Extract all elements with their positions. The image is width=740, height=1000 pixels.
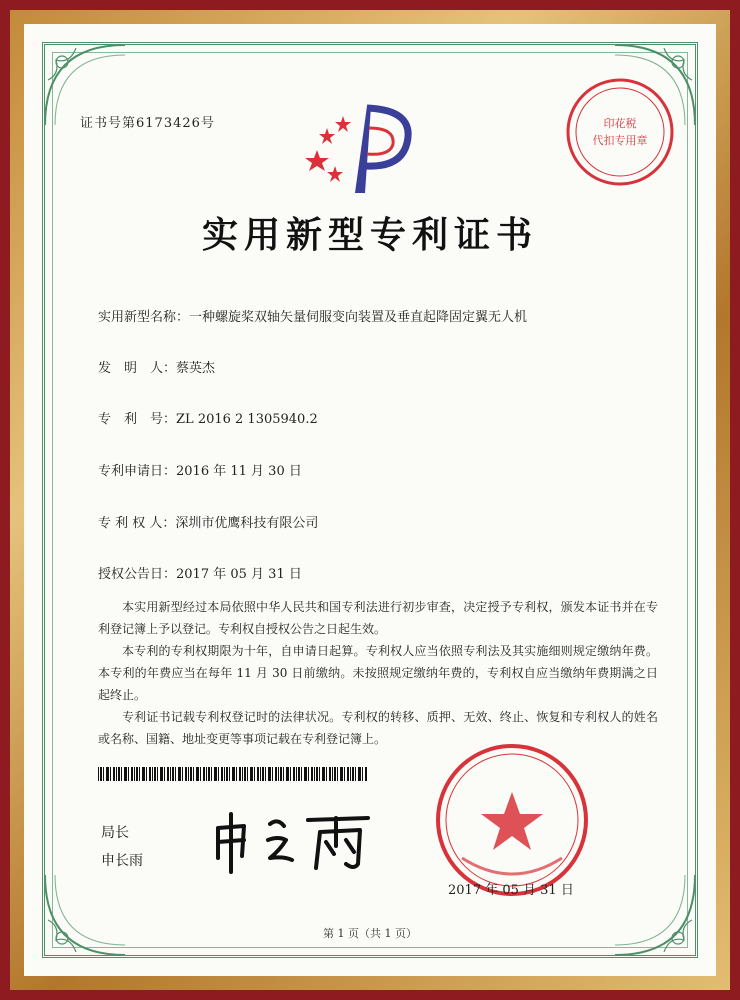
- field-value: 深圳市优鹰科技有限公司: [175, 516, 319, 531]
- barcode: [98, 767, 368, 781]
- barcode-bar: [229, 767, 230, 781]
- barcode-bar: [103, 767, 104, 781]
- body-paragraph-2: 本专利的专利权期限为十年，自申请日起算。专利权人应当依照专利法及其实施细则规定缴纳年费。本专利的年费应当在每年 11 月 30 日前缴纳。未按照规定缴纳年费的，专利权自应当缴纳年费期满之日起终止。: [98, 644, 658, 702]
- barcode-bar: [139, 767, 140, 781]
- seal-date: 2017 年 05 月 31 日: [448, 883, 574, 898]
- field-application-date: [98, 460, 302, 479]
- barcode-bar: [254, 767, 255, 781]
- field-label: 专 利 权 人：: [98, 516, 176, 531]
- barcode-bar: [106, 767, 109, 781]
- barcode-bar: [355, 767, 356, 781]
- barcode-bar: [154, 767, 156, 781]
- barcode-bar: [326, 767, 327, 781]
- barcode-bar: [268, 767, 271, 781]
- barcode-bar: [128, 767, 129, 781]
- field-patentee: [98, 512, 318, 531]
- director-title: 局长: [101, 825, 129, 841]
- field-label: 授权公告日：: [98, 567, 177, 582]
- barcode-bar: [208, 767, 210, 781]
- field-grant-date: [98, 563, 302, 582]
- barcode-bar: [272, 767, 273, 781]
- barcode-bar: [203, 767, 205, 781]
- certificate-title: 实用新型专利证书: [201, 214, 538, 256]
- barcode-bar: [160, 767, 163, 781]
- barcode-bar: [250, 767, 253, 781]
- barcode-bar: [347, 767, 349, 781]
- corner-ornament-bottom-right: [610, 870, 700, 960]
- barcode-bar: [319, 767, 320, 781]
- barcode-bar: [304, 767, 307, 781]
- barcode-bar: [193, 767, 194, 781]
- barcode-bar: [314, 767, 315, 781]
- barcode-bar: [286, 767, 289, 781]
- body-paragraph-1: 本实用新型经过本局依照中华人民共和国专利法进行初步审查，决定授予专利权，颁发本证书并在专利登记簿上予以登记。专利权自授权公告之日起生效。: [98, 600, 658, 636]
- barcode-bar: [124, 767, 127, 781]
- barcode-bar: [146, 767, 147, 781]
- barcode-bar: [257, 767, 259, 781]
- barcode-bar: [337, 767, 338, 781]
- field-label: 专利申请日：: [98, 464, 177, 479]
- barcode-bar: [149, 767, 151, 781]
- patent-office-logo: [305, 98, 425, 198]
- body-paragraph-3: 专利证书记载专利权登记时的法律状况。专利权的转移、质押、无效、终止、恢复和专利权人的姓名或名称、国籍、地址变更等事项记载在专利登记簿上。: [98, 710, 658, 746]
- barcode-bar: [311, 767, 313, 781]
- barcode-bar: [167, 767, 169, 781]
- barcode-bar: [283, 767, 284, 781]
- seal-text-line-2: 代扣专用章: [592, 134, 648, 147]
- seal-text-line-1: 印花税: [603, 117, 637, 130]
- barcode-bar: [221, 767, 223, 781]
- barcode-bar: [164, 767, 165, 781]
- barcode-bar: [329, 767, 331, 781]
- barcode-bar: [200, 767, 201, 781]
- national-ip-office-seal: [432, 740, 592, 900]
- barcode-bar: [265, 767, 266, 781]
- barcode-bar: [262, 767, 264, 781]
- barcode-bar: [332, 767, 333, 781]
- barcode-bar: [98, 767, 99, 781]
- barcode-bar: [350, 767, 351, 781]
- barcode-bar: [175, 767, 176, 781]
- field-patent-number: [98, 408, 318, 427]
- barcode-bar: [278, 767, 279, 781]
- barcode-bar: [226, 767, 228, 781]
- barcode-bar: [236, 767, 237, 781]
- director-name: 申长雨: [101, 853, 143, 869]
- barcode-bar: [152, 767, 153, 781]
- corner-ornament-bottom-left: [40, 870, 130, 960]
- barcode-bar: [196, 767, 199, 781]
- page-number: 第 1 页（共 1 页）: [323, 927, 417, 940]
- barcode-bar: [185, 767, 187, 781]
- barcode-bar: [170, 767, 171, 781]
- barcode-bar: [232, 767, 235, 781]
- field-value: 2016 年 11 月 30 日: [176, 464, 302, 479]
- barcode-bar: [142, 767, 145, 781]
- barcode-bar: [352, 767, 354, 781]
- field-inventor: [98, 357, 215, 376]
- barcode-bar: [298, 767, 300, 781]
- barcode-bar: [121, 767, 122, 781]
- barcode-bar: [190, 767, 192, 781]
- barcode-bar: [296, 767, 297, 781]
- field-value: 蔡英杰: [176, 361, 216, 376]
- barcode-bar: [293, 767, 295, 781]
- barcode-bar: [301, 767, 302, 781]
- barcode-bar: [224, 767, 225, 781]
- barcode-bar: [362, 767, 363, 781]
- field-value: 一种螺旋桨双轴矢量伺服变向装置及垂直起降固定翼无人机: [189, 310, 528, 325]
- barcode-bar: [116, 767, 117, 781]
- barcode-bar: [136, 767, 138, 781]
- field-label: 专 利 号：: [98, 412, 177, 427]
- barcode-bar: [365, 767, 367, 781]
- field-label: 发 明 人：: [98, 361, 177, 376]
- field-value: 2017 年 05 月 31 日: [176, 567, 302, 582]
- barcode-bar: [340, 767, 343, 781]
- barcode-bar: [322, 767, 325, 781]
- barcode-bar: [334, 767, 336, 781]
- barcode-bar: [244, 767, 246, 781]
- barcode-bar: [131, 767, 133, 781]
- barcode-bar: [178, 767, 181, 781]
- field-utility-model-name: [98, 306, 527, 325]
- barcode-bar: [110, 767, 111, 781]
- barcode-bar: [316, 767, 318, 781]
- barcode-bar: [211, 767, 212, 781]
- barcode-bar: [239, 767, 241, 781]
- stamp-duty-seal: [560, 72, 680, 192]
- barcode-bar: [188, 767, 189, 781]
- barcode-bar: [157, 767, 158, 781]
- barcode-bar: [344, 767, 345, 781]
- barcode-bar: [182, 767, 183, 781]
- field-value: ZL 2016 2 1305940.2: [176, 412, 318, 427]
- barcode-bar: [100, 767, 102, 781]
- barcode-bar: [358, 767, 361, 781]
- certificate-number: 证书号第6173426号: [80, 116, 215, 131]
- barcode-bar: [260, 767, 261, 781]
- barcode-bar: [247, 767, 248, 781]
- barcode-bar: [214, 767, 217, 781]
- barcode-bar: [280, 767, 282, 781]
- barcode-bar: [172, 767, 174, 781]
- barcode-bar: [275, 767, 277, 781]
- field-label: 实用新型名称：: [98, 310, 190, 325]
- barcode-bar: [206, 767, 207, 781]
- director-signature: [208, 806, 378, 876]
- barcode-bar: [134, 767, 135, 781]
- barcode-bar: [242, 767, 243, 781]
- barcode-bar: [113, 767, 115, 781]
- barcode-bar: [118, 767, 120, 781]
- barcode-bar: [308, 767, 309, 781]
- barcode-bar: [290, 767, 291, 781]
- barcode-bar: [218, 767, 219, 781]
